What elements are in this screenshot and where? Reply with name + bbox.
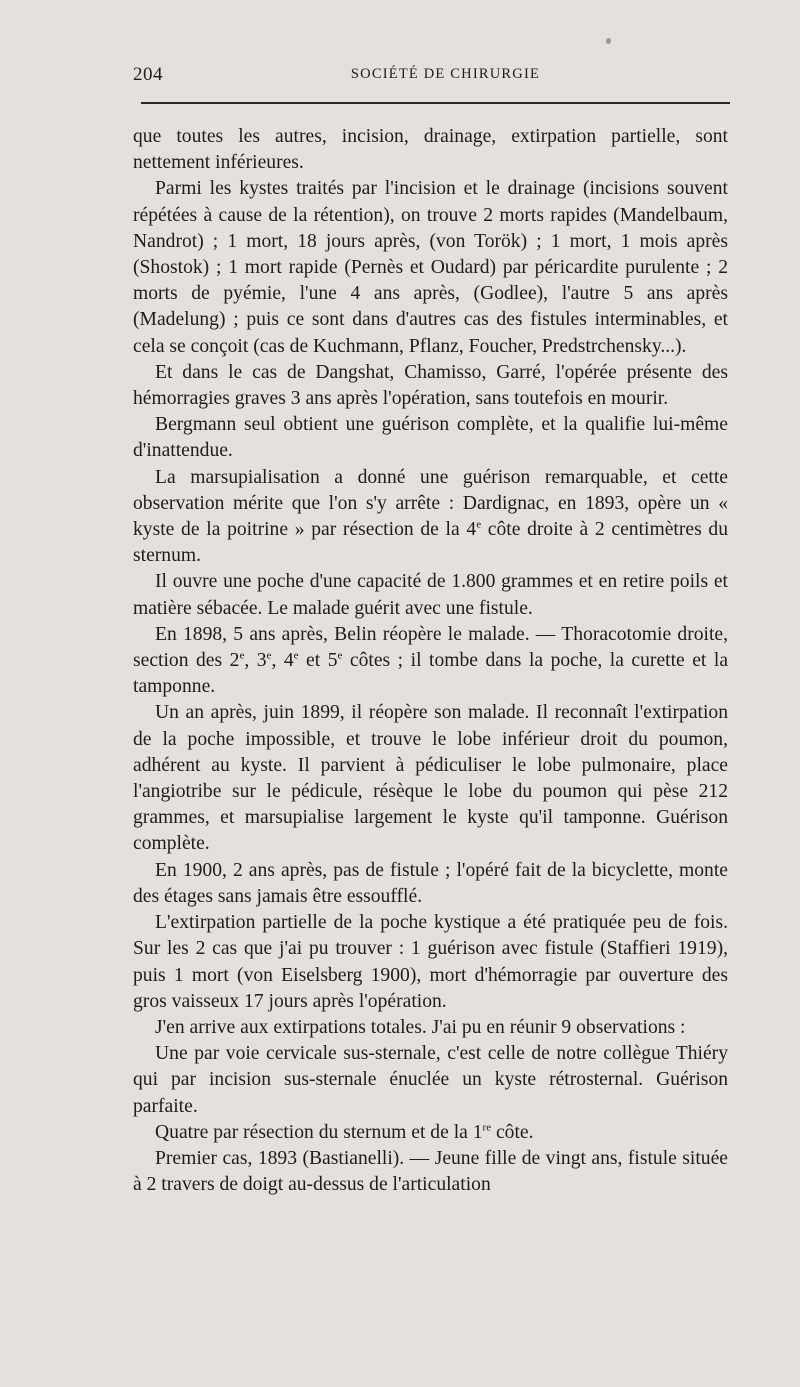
paragraph (133, 1041, 728, 1120)
text-run: L'extirpation partielle de la poche kystique a été pratiquée peu de fois. Sur les 2 cas que j'ai pu trouver : 1 guérison avec fistule (Staffieri 1919), puis 1 mort (von Eiselsberg 1900), mort d'hémorragie par ouverture des gros vaisseux 17 jours après l'opération. (133, 912, 728, 1012)
paragraph (133, 176, 728, 359)
superscript: e (266, 649, 272, 662)
superscript: e (337, 649, 343, 662)
paragraph (133, 858, 728, 910)
paragraph (133, 569, 728, 621)
text-run: En 1900, 2 ans après, pas de fistule ; l'opéré fait de la bicyclette, monte des étages sans jamais être essoufflé. (133, 859, 728, 907)
text-run: Bergmann seul obtient une guérison complète, et la qualifie lui-même d'inattendue. (133, 414, 728, 462)
paragraph (133, 412, 728, 464)
paragraph (133, 1146, 728, 1198)
text-run: En 1898, 5 ans après, Belin réopère le malade. — Thoracotomie droite, section des 2 (133, 623, 728, 672)
paragraph (133, 465, 728, 570)
header-rule (141, 102, 730, 104)
text-run: , 3 (244, 650, 267, 672)
text-run: Parmi les kystes traités par l'incision et le drainage (incisions souvent répétées à cause de la rétention), on trouve 2 morts rapides (Mandelbaum, Nandrot) ; 1 mort, 18 jours après, (von Torök) ; 1 mort, 1 mois après (Shostok) ; 1 mort rapide (Pernès et Oudard) par péricardite purulente ; 2 morts de pyémie, l'une 4 ans après, (Godlee), l'autre 5 ans après (Madelung) ; puis ce sont dans d'autres cas des fistules interminables, et cela se conçoit (cas de Kuchmann, Pflanz, Foucher, Predstrchensky...). (133, 178, 728, 357)
text-run: J'en arrive aux extirpations totales. J'ai pu en réunir 9 observations : (155, 1016, 686, 1038)
paragraph (133, 360, 728, 412)
text-run: Et dans le cas de Dangshat, Chamisso, Garré, l'opérée présente des hémorragies graves 3 ans après l'opération, sans toutefois en mourir. (133, 361, 728, 410)
running-title: SOCIÉTÉ DE CHIRURGIE (350, 66, 541, 82)
text-run: Quatre par résection du sternum et de la 1 (155, 1121, 483, 1143)
text-run: côtes ; il tombe dans la poche, la curette et la tamponne. (133, 650, 729, 698)
paragraph (133, 1120, 728, 1146)
superscript: re (482, 1121, 492, 1134)
text-run: Il ouvre une poche d'une capacité de 1.800 grammes et en retire poils et matière sébacée. Le malade guérit avec une fistule. (133, 571, 728, 619)
text-run: Un an après, juin 1899, il réopère son malade. Il reconnaît l'extirpation de la poche impossible, et trouve le lobe inférieur droit du poumon, adhérent au kyste. Il parvient à pédiculiser le lobe pulmonaire, place l'angiotribe sur le pédicule, résèque le lobe du poumon qui pèse 212 grammes, et marsupialise largement le kyste qu'il tamponne. Guérison complète. (133, 702, 728, 855)
superscript: e (239, 649, 245, 662)
text-run: et 5 (298, 650, 338, 672)
paragraph (133, 124, 728, 176)
text-run: La marsupialisation a donné une guérison remarquable, et cette observation mérite que l'on s'y arrête : Dardignac, en 1893, opère un « kyste de la poitrine » par résection de la 4 (133, 466, 728, 541)
paragraph (133, 700, 728, 857)
text-run: que toutes les autres, incision, drainage, extirpation partielle, sont nettement inférieures. (133, 126, 728, 174)
text-run: Premier cas, 1893 (Bastianelli). — Jeune fille de vingt ans, fistule située à 2 travers de doigt au-dessus de l'articulation (133, 1147, 728, 1196)
page-number: 204 (133, 64, 163, 85)
paragraph (133, 910, 728, 1015)
text-run: , 4 (271, 650, 294, 672)
superscript: e (476, 518, 482, 531)
text-run: côte droite à 2 centimètres du sternum. (133, 519, 728, 567)
superscript: e (293, 649, 299, 662)
text-run: côte. (491, 1121, 534, 1143)
paragraph (133, 1015, 728, 1041)
paragraph (133, 622, 728, 701)
body-text (133, 124, 728, 1198)
running-header (133, 0, 728, 106)
text-run: Une par voie cervicale sus-sternale, c'est celle de notre collègue Thiéry qui par incision sus-sternale énuclée un kyste rétrosternal. Guérison parfaite. (133, 1043, 728, 1117)
paper-speck (606, 38, 611, 44)
